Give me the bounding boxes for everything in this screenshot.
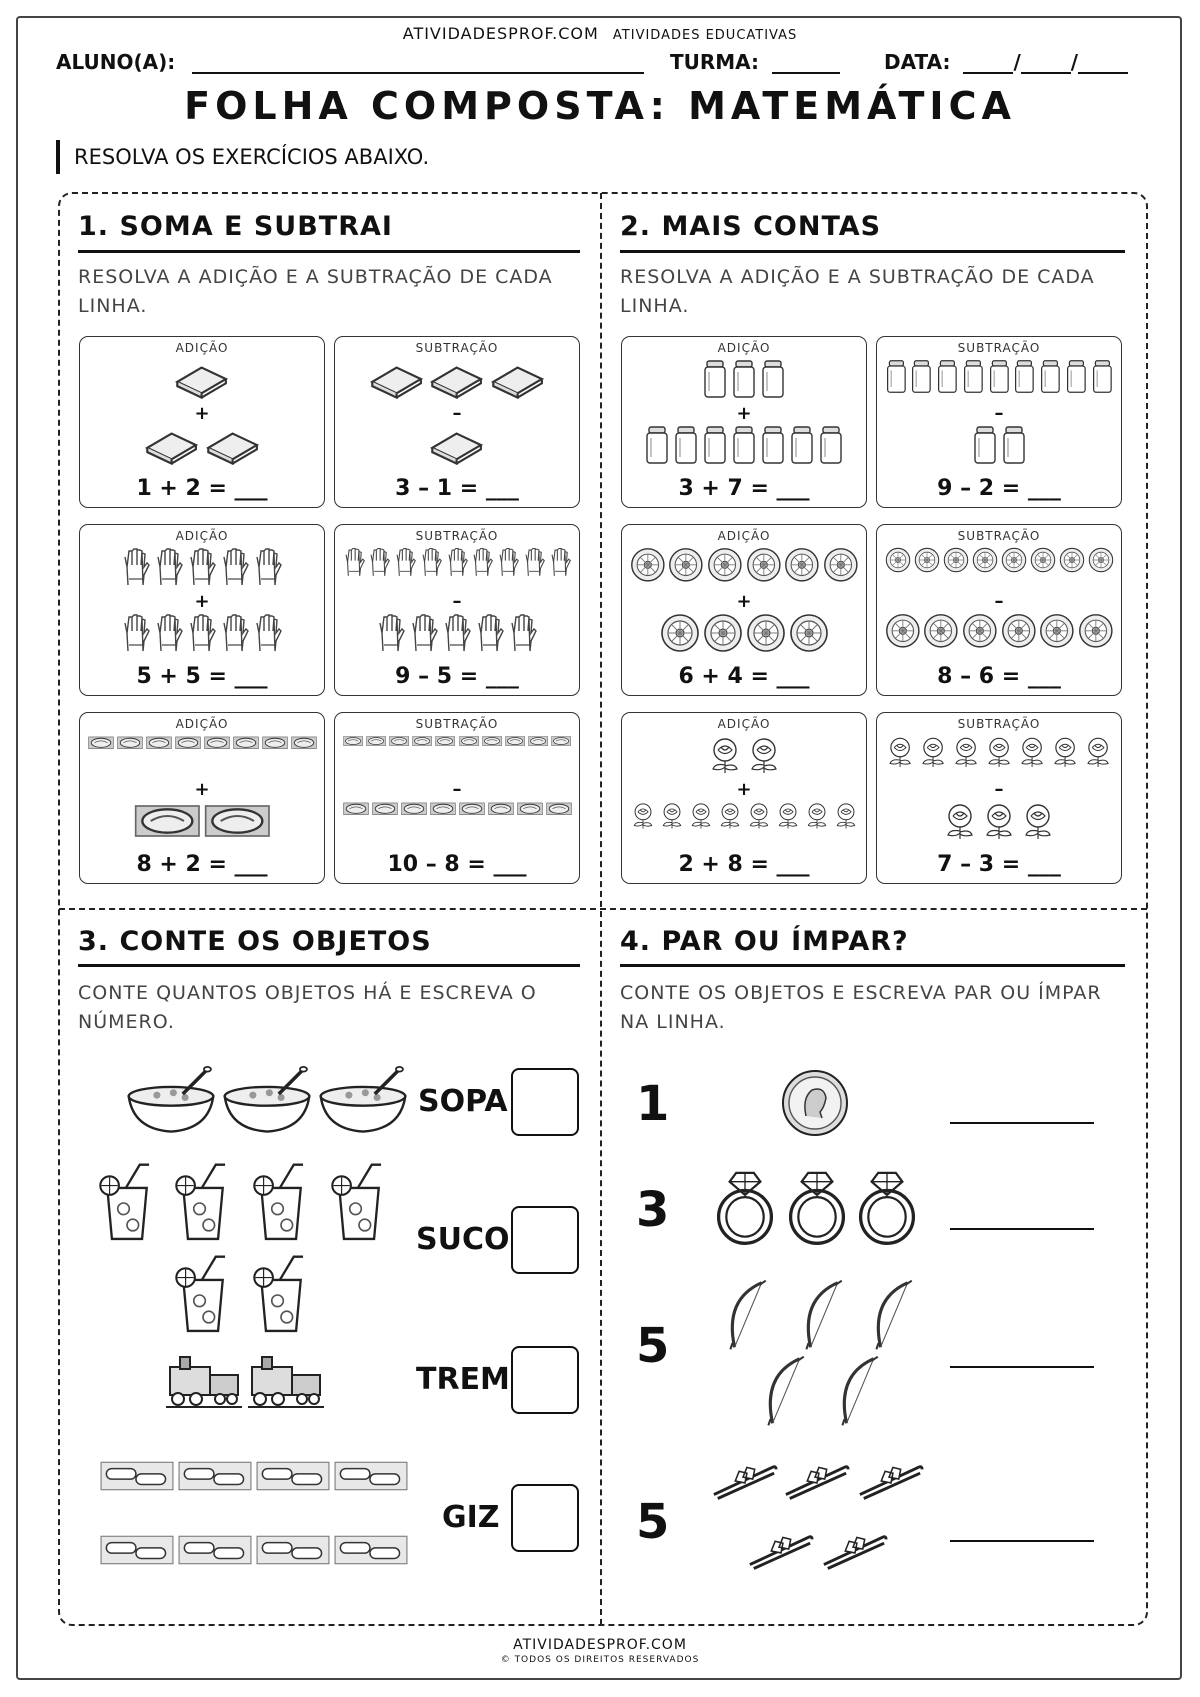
section2-desc: RESOLVA A ADIÇÃO E A SUBTRAÇÃO DE CADA LINHA.	[620, 266, 1095, 317]
rose-icon	[885, 735, 915, 768]
bread-icon	[204, 735, 230, 751]
date-label: DATA:	[884, 50, 951, 74]
answer-box[interactable]	[511, 1346, 579, 1414]
rose-icon	[707, 735, 743, 775]
bread-icon	[517, 801, 543, 817]
bread-icon	[117, 735, 143, 751]
class-line[interactable]	[772, 54, 840, 74]
section2-title: 2. MAIS CONTAS	[620, 211, 882, 242]
glove-icon	[368, 547, 391, 577]
page-title: FOLHA COMPOSTA: MATEMÁTICA	[184, 84, 1016, 128]
footer-site: ATIVIDADESPROF.COM	[513, 1637, 687, 1653]
math-card	[334, 712, 580, 884]
equation[interactable]: 7 – 3 = ___	[937, 852, 1061, 877]
icon-row	[877, 801, 1121, 841]
soup-bowl-icon	[124, 1062, 414, 1142]
jar-icon	[988, 359, 1011, 394]
wheel-icon	[923, 613, 959, 649]
rose-icon	[942, 801, 978, 841]
card-label: ADIÇÃO	[717, 529, 771, 543]
icon-row	[335, 613, 579, 653]
card-label: ADIÇÃO	[717, 717, 771, 731]
bread-icon	[134, 801, 201, 841]
operator-sign: –	[994, 591, 1004, 612]
icon-row	[80, 801, 324, 841]
juice-glass-icon	[98, 1162, 394, 1342]
bread-icon	[551, 735, 571, 747]
ski-icon	[710, 1460, 930, 1578]
wheel-icon	[823, 547, 859, 583]
math-card	[621, 336, 867, 508]
glove-icon	[187, 613, 217, 653]
glove-icon	[523, 547, 546, 577]
wheel-icon	[1059, 547, 1085, 573]
count-word: GIZ	[442, 1500, 500, 1535]
rose-icon	[1083, 735, 1113, 768]
rose-icon	[1017, 735, 1047, 768]
glove-icon	[376, 613, 406, 653]
rose-icon	[833, 801, 859, 830]
instruction: RESOLVA OS EXERCÍCIOS ABAIXO.	[56, 140, 429, 174]
operator-sign: –	[994, 779, 1004, 800]
operator-sign: –	[994, 403, 1004, 424]
book-icon	[204, 425, 261, 465]
rose-icon	[659, 801, 685, 830]
count-word: SOPA	[418, 1084, 508, 1119]
book-icon	[428, 359, 485, 399]
equation[interactable]: 1 + 2 = ___	[136, 476, 268, 501]
rose-icon	[1050, 735, 1080, 768]
equation[interactable]: 10 – 8 = ___	[387, 852, 527, 877]
glove-icon	[187, 547, 217, 587]
operator-sign: +	[736, 591, 752, 612]
wheel-icon	[746, 547, 782, 583]
date-day-line[interactable]	[963, 54, 1013, 74]
class-label: TURMA:	[670, 50, 760, 74]
bread-icon	[430, 801, 456, 817]
bread-icon	[401, 801, 427, 817]
glove-icon	[549, 547, 572, 577]
jar-icon	[731, 359, 757, 399]
section1-title: 1. SOMA E SUBTRAI	[78, 211, 393, 242]
count-word: TREM	[416, 1362, 510, 1397]
equation[interactable]: 3 + 7 = ___	[678, 476, 810, 501]
answer-line[interactable]	[950, 1228, 1094, 1230]
card-label: SUBTRAÇÃO	[957, 529, 1041, 543]
wheel-icon	[630, 547, 666, 583]
rose-icon	[984, 735, 1014, 768]
bread-icon	[459, 735, 479, 747]
equation[interactable]: 5 + 5 = ___	[136, 664, 268, 689]
jar-icon	[818, 425, 844, 465]
card-label: SUBTRAÇÃO	[415, 529, 499, 543]
glove-icon	[471, 547, 494, 577]
glove-icon	[420, 547, 443, 577]
jar-icon	[1065, 359, 1088, 394]
operator-sign: +	[194, 779, 210, 800]
section1-rule	[78, 250, 580, 253]
bread-icon	[389, 735, 409, 747]
book-icon	[143, 425, 200, 465]
parity-number: 5	[636, 1494, 670, 1550]
site-name: ATIVIDADESPROF.COM	[402, 24, 599, 43]
wheel-icon	[914, 547, 940, 573]
horizontal-divider	[59, 908, 1147, 910]
icon-row	[877, 613, 1121, 649]
date-field	[884, 50, 1128, 74]
rose-icon	[804, 801, 830, 830]
rose-icon	[688, 801, 714, 830]
glove-icon	[409, 613, 439, 653]
date-sep-1: /	[1013, 50, 1021, 74]
student-name-field	[56, 50, 644, 74]
glove-icon	[154, 613, 184, 653]
jar-icon	[731, 425, 757, 465]
glove-icon	[253, 547, 283, 587]
jar-icon	[644, 425, 670, 465]
site-header	[0, 24, 1200, 43]
jar-icon	[1013, 359, 1036, 394]
icon-row	[622, 547, 866, 583]
rose-icon	[775, 801, 801, 830]
glove-icon	[343, 547, 366, 577]
icon-row	[877, 547, 1121, 573]
chalk-icon	[100, 1456, 416, 1572]
rose-icon	[630, 801, 656, 830]
jar-icon	[962, 359, 985, 394]
operator-sign: –	[452, 403, 462, 424]
operator-sign: –	[452, 591, 462, 612]
icon-row	[877, 425, 1121, 465]
glove-icon	[442, 613, 472, 653]
math-card	[79, 524, 325, 696]
glove-icon	[154, 547, 184, 587]
card-label: SUBTRAÇÃO	[415, 341, 499, 355]
parity-number: 1	[636, 1076, 670, 1132]
wheel-icon	[703, 613, 743, 653]
book-icon	[368, 359, 425, 399]
jar-icon	[702, 359, 728, 399]
icon-row	[335, 425, 579, 465]
ring-icon	[712, 1168, 920, 1248]
jar-icon	[760, 359, 786, 399]
book-icon	[173, 359, 230, 399]
jar-icon	[1001, 425, 1027, 465]
bread-icon	[546, 801, 572, 817]
math-card	[876, 712, 1122, 884]
jar-icon	[910, 359, 933, 394]
wheel-icon	[1039, 613, 1075, 649]
icon-row	[877, 735, 1121, 768]
card-label: ADIÇÃO	[717, 341, 771, 355]
jar-icon	[789, 425, 815, 465]
rose-icon	[951, 735, 981, 768]
glove-icon	[220, 613, 250, 653]
icon-row	[335, 801, 579, 817]
operator-sign: +	[194, 591, 210, 612]
operator-sign: –	[452, 779, 462, 800]
rose-icon	[1020, 801, 1056, 841]
icon-row	[80, 425, 324, 465]
math-card	[621, 712, 867, 884]
card-label: SUBTRAÇÃO	[415, 717, 499, 731]
wheel-icon	[962, 613, 998, 649]
footer-rights: © TODOS OS DIREITOS RESERVADOS	[500, 1655, 700, 1665]
bread-icon	[88, 735, 114, 751]
icon-row	[335, 547, 579, 577]
glove-icon	[394, 547, 417, 577]
math-card	[876, 336, 1122, 508]
answer-box[interactable]	[511, 1484, 579, 1552]
wheel-icon	[707, 547, 743, 583]
bread-icon	[435, 735, 455, 747]
parity-number: 5	[636, 1318, 670, 1374]
rose-icon	[746, 735, 782, 775]
equation[interactable]: 2 + 8 = ___	[678, 852, 810, 877]
bread-icon	[528, 735, 548, 747]
count-word: SUCO	[416, 1222, 510, 1257]
icon-row	[622, 359, 866, 399]
book-icon	[489, 359, 546, 399]
operator-sign: +	[194, 403, 210, 424]
icon-row	[335, 735, 579, 747]
glove-icon	[475, 613, 505, 653]
glove-icon	[220, 547, 250, 587]
wheel-icon	[746, 613, 786, 653]
date-year-line[interactable]	[1078, 54, 1128, 74]
wheel-icon	[660, 613, 700, 653]
wheel-icon	[1088, 547, 1114, 573]
section1-desc: RESOLVA A ADIÇÃO E A SUBTRAÇÃO DE CADA LINHA.	[78, 266, 553, 317]
answer-line[interactable]	[950, 1122, 1094, 1124]
bread-icon	[366, 735, 386, 747]
wheel-icon	[789, 613, 829, 653]
math-card	[79, 336, 325, 508]
bread-icon	[343, 801, 369, 817]
date-month-line[interactable]	[1021, 54, 1071, 74]
answer-box[interactable]	[511, 1206, 579, 1274]
glove-icon	[497, 547, 520, 577]
bread-icon	[262, 735, 288, 751]
section3-title: 3. CONTE OS OBJETOS	[78, 926, 432, 957]
bread-icon	[146, 735, 172, 751]
icon-row	[877, 359, 1121, 394]
wheel-icon	[1078, 613, 1114, 649]
student-name-line[interactable]	[192, 54, 644, 74]
glove-icon	[446, 547, 469, 577]
equation[interactable]: 9 – 2 = ___	[937, 476, 1061, 501]
operator-sign: +	[736, 779, 752, 800]
wheel-icon	[1001, 613, 1037, 649]
equation[interactable]: 3 – 1 = ___	[395, 476, 519, 501]
bread-icon	[488, 801, 514, 817]
icon-row	[622, 613, 866, 653]
section4-desc: CONTE OS OBJETOS E ESCREVA PAR OU ÍMPAR NA LINHA.	[620, 982, 1102, 1033]
math-card	[334, 336, 580, 508]
card-label: ADIÇÃO	[175, 717, 229, 731]
train-icon	[164, 1342, 326, 1418]
rose-icon	[981, 801, 1017, 841]
wheel-icon	[885, 613, 921, 649]
bread-icon	[459, 801, 485, 817]
glove-icon	[508, 613, 538, 653]
jar-icon	[885, 359, 908, 394]
card-label: SUBTRAÇÃO	[957, 341, 1041, 355]
bow-icon	[716, 1278, 924, 1442]
wheel-icon	[943, 547, 969, 573]
icon-row	[80, 359, 324, 399]
class-field	[670, 50, 840, 74]
icon-row	[622, 735, 866, 775]
bread-icon	[204, 801, 271, 841]
bread-icon	[505, 735, 525, 747]
icon-row	[622, 801, 866, 830]
section4-title: 4. PAR OU ÍMPAR?	[620, 926, 909, 957]
icon-row	[80, 735, 324, 751]
book-icon	[428, 425, 485, 465]
rose-icon	[918, 735, 948, 768]
wheel-icon	[885, 547, 911, 573]
bread-icon	[291, 735, 317, 751]
jar-icon	[936, 359, 959, 394]
icon-row	[335, 359, 579, 399]
equation[interactable]: 6 + 4 = ___	[678, 664, 810, 689]
student-label: ALUNO(A):	[56, 50, 176, 74]
rose-icon	[746, 801, 772, 830]
glove-icon	[253, 613, 283, 653]
glove-icon	[121, 613, 151, 653]
coin-icon	[780, 1068, 850, 1138]
section3-rule	[78, 964, 580, 967]
equation[interactable]: 8 – 6 = ___	[937, 664, 1061, 689]
answer-line[interactable]	[950, 1366, 1094, 1368]
footer	[0, 1637, 1200, 1665]
wheel-icon	[1030, 547, 1056, 573]
wheel-icon	[668, 547, 704, 583]
bread-icon	[233, 735, 259, 751]
jar-icon	[673, 425, 699, 465]
rose-icon	[717, 801, 743, 830]
icon-row	[80, 613, 324, 653]
bread-icon	[175, 735, 201, 751]
equation[interactable]: 9 – 5 = ___	[395, 664, 519, 689]
jar-icon	[760, 425, 786, 465]
answer-line[interactable]	[950, 1540, 1094, 1542]
section4-rule	[620, 964, 1125, 967]
math-card	[79, 712, 325, 884]
card-label: ADIÇÃO	[175, 341, 229, 355]
jar-icon	[702, 425, 728, 465]
equation[interactable]: 8 + 2 = ___	[136, 852, 268, 877]
bread-icon	[412, 735, 432, 747]
jar-icon	[1091, 359, 1114, 394]
bread-icon	[482, 735, 502, 747]
wheel-icon	[1001, 547, 1027, 573]
math-card	[876, 524, 1122, 696]
section2-rule	[620, 250, 1125, 253]
wheel-icon	[972, 547, 998, 573]
icon-row	[80, 547, 324, 587]
answer-box[interactable]	[511, 1068, 579, 1136]
bread-icon	[372, 801, 398, 817]
parity-number: 3	[636, 1182, 670, 1238]
glove-icon	[121, 547, 151, 587]
math-card	[334, 524, 580, 696]
card-label: ADIÇÃO	[175, 529, 229, 543]
icon-row	[622, 425, 866, 465]
operator-sign: +	[736, 403, 752, 424]
jar-icon	[1039, 359, 1062, 394]
bread-icon	[343, 735, 363, 747]
wheel-icon	[784, 547, 820, 583]
math-card	[621, 524, 867, 696]
date-sep-2: /	[1070, 50, 1079, 74]
site-subtitle: ATIVIDADES EDUCATIVAS	[612, 28, 798, 43]
card-label: SUBTRAÇÃO	[957, 717, 1041, 731]
section3-desc: CONTE QUANTOS OBJETOS HÁ E ESCREVA O NÚMERO.	[78, 982, 537, 1033]
jar-icon	[972, 425, 998, 465]
